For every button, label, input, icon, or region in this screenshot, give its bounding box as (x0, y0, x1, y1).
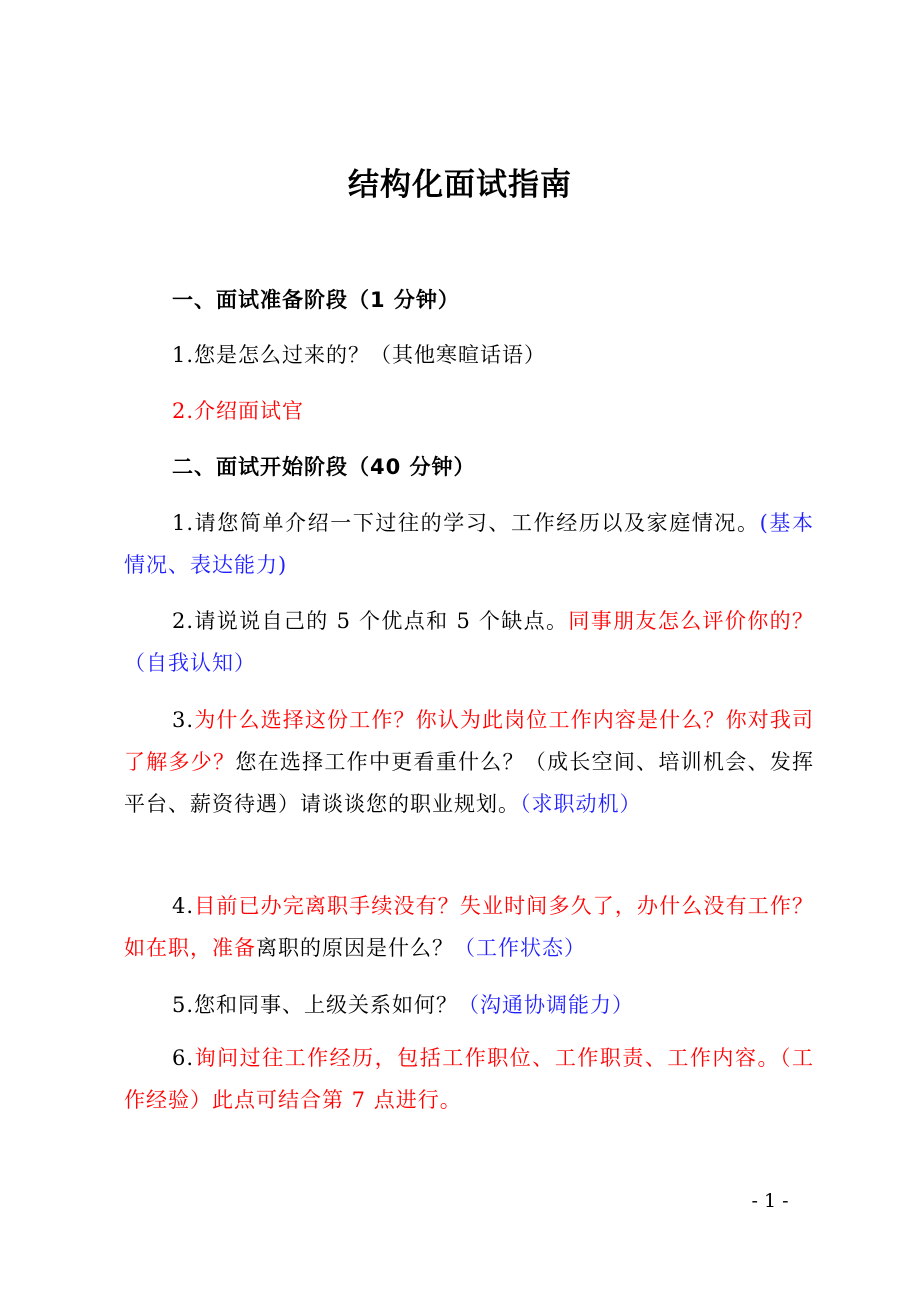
item-text-highlight: 询问过往工作经历，包括工作职位、工作职责、工作内容。（工作经验）此点可结合第 7 点进行。 (124, 1046, 814, 1112)
list-item (124, 340, 814, 370)
item-tag: （沟通协调能力） (458, 993, 635, 1017)
list-item (124, 1037, 814, 1121)
item-number: 3. (172, 708, 195, 732)
item-text: 您在选择工作中更看重什么？（成长空间、培训机会、发挥平台、薪资待遇）请谈谈您的职业规划。 (124, 750, 815, 816)
list-item (124, 990, 814, 1020)
item-number: 1. (172, 343, 195, 367)
list-item (124, 699, 814, 825)
item-text: 您是怎么过来的？（其他寒暄话语） (194, 343, 547, 367)
item-tag: (基本情况、表达能力) (124, 511, 814, 577)
item-number: 5. (172, 993, 195, 1017)
item-text: 您和同事、上级关系如何？ (194, 993, 459, 1017)
item-text-highlight: 同事朋友怎么评价你的？ (568, 609, 815, 633)
item-tag: （自我认知） (124, 651, 256, 675)
item-text-highlight: 目前已办完离职手续没有？失业时间多久了，办什么没有工作？如在职，准备 (124, 894, 814, 960)
section-heading-preparation: 一、面试准备阶段（1 分钟） (172, 288, 460, 312)
item-number: 2. (172, 399, 195, 423)
item-text: 离职的原因是什么？ (256, 936, 454, 960)
item-text-highlight: 为什么选择这份工作？你认为此岗位工作内容是什么？你对我司了解多少？ (124, 708, 814, 774)
list-item (124, 396, 814, 426)
item-text: 介绍面试官 (194, 399, 305, 423)
page-number: - 1 - (751, 1190, 789, 1212)
item-text: 请您简单介绍一下过往的学习、工作经历以及家庭情况。 (194, 511, 760, 535)
item-number: 1. (172, 511, 195, 535)
item-tag: （工作状态） (454, 936, 586, 960)
item-number: 2. (172, 609, 195, 633)
document-title: 结构化面试指南 (348, 167, 572, 203)
section-heading-start: 二、面试开始阶段（40 分钟） (172, 455, 476, 479)
item-text: 请说说自己的 5 个优点和 5 个缺点。 (194, 609, 569, 633)
item-number: 4. (172, 894, 195, 918)
list-item (124, 600, 814, 684)
item-tag: （求职动机） (520, 792, 642, 816)
list-item (124, 885, 814, 969)
item-number: 6. (172, 1046, 195, 1070)
list-item (124, 502, 814, 586)
